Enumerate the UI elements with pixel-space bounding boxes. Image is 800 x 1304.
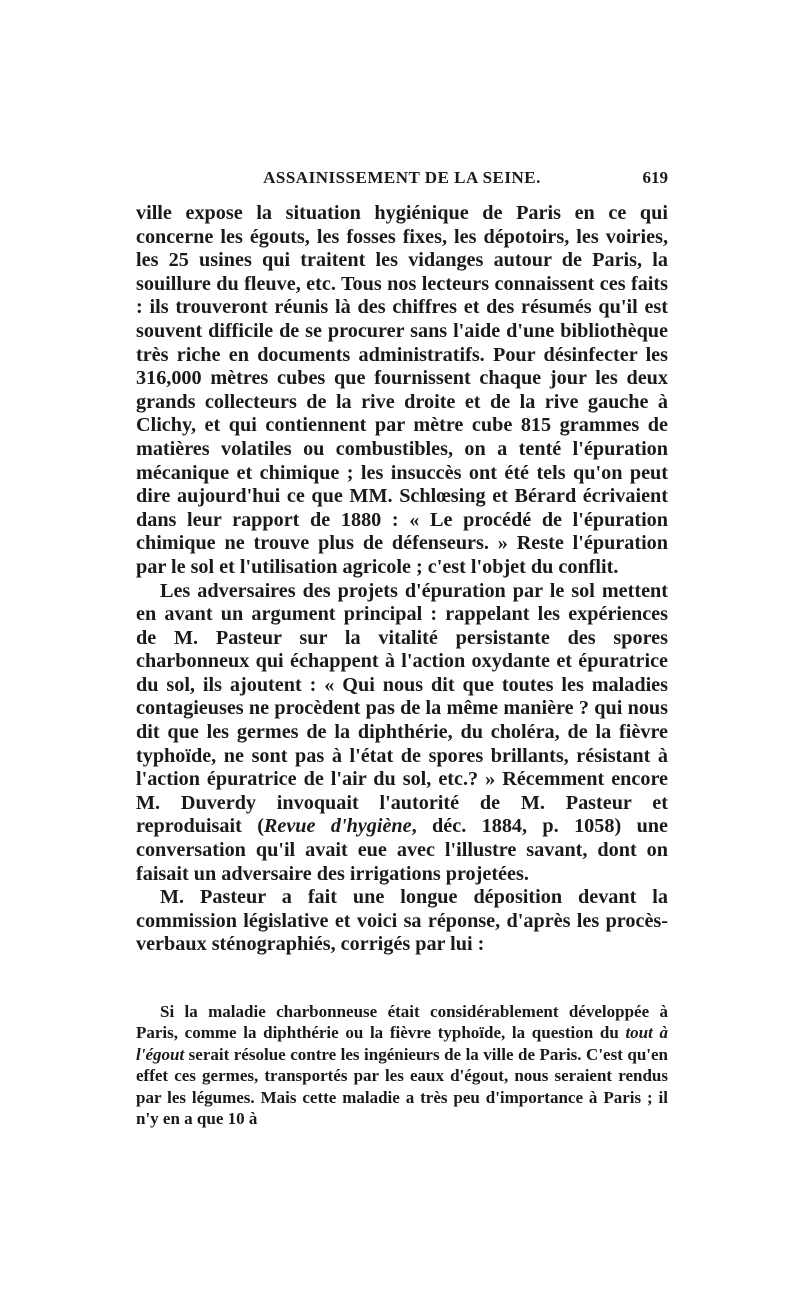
page xyxy=(136,168,668,1129)
page-number: 619 xyxy=(642,168,668,187)
quote-italic-phrase: tout à l'égout xyxy=(136,1023,668,1064)
quote-text-before: Si la maladie charbonneuse était considérablement développée à Paris, comme la diphthérie ou la fièvre typhoïde, la question du xyxy=(136,1002,668,1043)
paragraph-2-italic-title: Revue d'hygiène xyxy=(263,815,412,838)
section-spacer xyxy=(136,957,668,1001)
paragraph-2-text-after: , déc. 1884, p. 1058) une conversation qu'il avait eue avec l'illustre savant, dont on faisait un adversaire des irrigations projetées. xyxy=(136,815,668,885)
running-title: ASSAINISSEMENT DE LA SEINE. xyxy=(263,168,541,187)
quote-text-after: serait résolue contre les ingénieurs de la ville de Paris. C'est qu'en effet ces germes, transportés par les eaux d'égout, nous seraient rendus par les légumes. Mais cette maladie a très peu d'importance à Paris ; il n'y en a que 10 à xyxy=(136,1044,668,1129)
page-header xyxy=(136,168,668,194)
body-paragraph-2 xyxy=(136,580,668,887)
quotation-block xyxy=(136,1001,668,1129)
body-paragraph-3 xyxy=(136,886,668,957)
paragraph-1-text: ville expose la situation hygiénique de Paris en ce qui concerne les égouts, les fosses fixes, les dépotoirs, les voiries, les 25 usines qui traitent les vidanges autour de Paris, la souillure du fleuve, etc. Tous nos lecteurs connaissent ces faits : ils trouveront réunis là des chiffres et des résumés qu'il est souvent difficile de se procurer sans l'aide d'une bibliothèque très riche en documents administratifs. Pour désinfecter les 316,000 mètres cubes que fournissent chaque jour les deux grands collecteurs de la rive droite et de la rive gauche à Clichy, et qui contiennent par mètre cube 815 grammes de matières volatiles ou combustibles, on a tenté l'épuration mécanique et chimique ; les insuccès ont été tels qu'on peut dire aujourd'hui ce que MM. Schlœsing et Bérard écrivaient dans leur rapport de 1880 : « Le procédé de l'épuration chimique ne trouve plus de défenseurs. » Reste l'épuration par le sol et l'utilisation agricole ; c'est l'objet du conflit. xyxy=(136,202,668,578)
paragraph-2-text: Les adversaires des projets d'épuration par le sol mettent en avant un argument principal : rappelant les expériences de M. Pasteur sur la vitalité persistante des spores charbonneux qui échappent à l'action oxydante et épuratrice du sol, ils ajoutent : « Qui nous dit que toutes les maladies contagieuses ne procèdent pas de la même manière ? qui nous dit que les germes de la diphthérie, du choléra, de la fièvre typhoïde, ne sont pas à l'état de spores brillants, résistant à l'action épuratrice de l'air du sol, etc.? » Récemment encore M. Duverdy invoquait l'autorité de M. Pasteur et reproduisait ( xyxy=(136,579,668,838)
body-paragraph-1 xyxy=(136,202,668,580)
paragraph-3-text: M. Pasteur a fait une longue déposition devant la commission législative et voici sa réponse, d'après les procès-verbaux sténographiés, corrigés par lui : xyxy=(136,886,668,956)
